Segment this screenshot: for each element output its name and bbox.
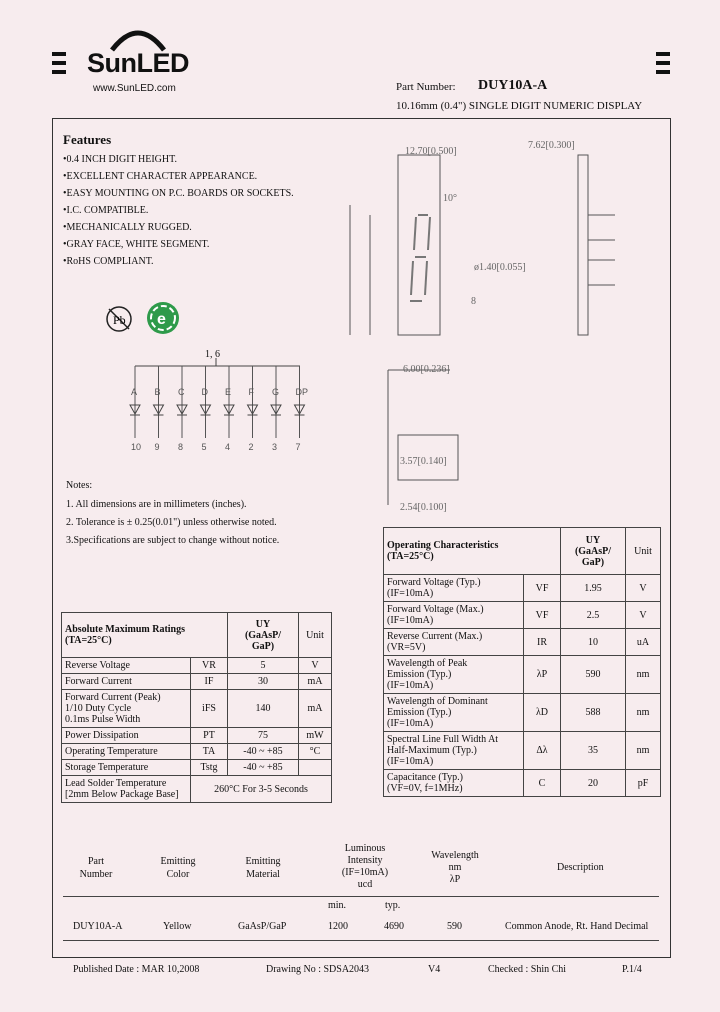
abs-max-row — [62, 674, 332, 690]
row-wavelength: 590 — [447, 921, 462, 932]
op-char-row — [384, 629, 661, 656]
op-char-param: Forward Voltage (Typ.) (IF=10mA) — [384, 575, 524, 602]
feature-item: •0.4 INCH DIGIT HEIGHT. — [63, 154, 177, 165]
abs-max-val: -40 ~ +85 — [228, 744, 299, 760]
op-char-sym: IR — [524, 629, 561, 656]
abs-max-col: UY (GaAsP/ GaP) — [228, 613, 299, 658]
op-char-val: 20 — [561, 770, 626, 797]
footer-checked: Checked : Shin Chi — [488, 964, 567, 975]
dim-pin-dia: ø1.40[0.055] — [474, 262, 526, 273]
pin-label: 9 — [154, 442, 160, 452]
abs-max-sym: iFS — [191, 690, 228, 728]
segment-label: F — [248, 387, 254, 397]
dim-side: 7.62[0.300] — [528, 140, 575, 151]
pin-label: 2 — [248, 442, 254, 452]
abs-max-header — [62, 613, 332, 658]
op-char-unit: uA — [626, 629, 661, 656]
op-char-param: Wavelength of Dominant Emission (Typ.) (IF=10mA) — [384, 694, 524, 732]
abs-max-row — [62, 728, 332, 744]
op-char-title: Operating Characteristics — [387, 540, 499, 551]
abs-max-param: Storage Temperature — [62, 760, 191, 776]
segment-label: E — [225, 387, 232, 397]
rohs-badge-text: e — [157, 311, 166, 328]
dim-bottom: 3.57[0.140] — [400, 456, 447, 467]
abs-max-param: Lead Solder Temperature [2mm Below Package Base] — [62, 776, 191, 803]
abs-max-unit: mW — [299, 728, 332, 744]
col-typ: typ. — [385, 900, 401, 911]
abs-max-unit: mA — [299, 690, 332, 728]
segment-label: B — [154, 387, 161, 397]
brand-logo: SunLED — [87, 48, 189, 78]
note-item: 2. Tolerance is ± 0.25(0.01") unless otherwise noted. — [66, 517, 277, 528]
rohs-icon — [145, 300, 181, 336]
abs-max-val: 30 — [228, 674, 299, 690]
led-segment-dp — [295, 366, 309, 452]
abs-max-unit-label: Unit — [299, 613, 332, 658]
col-min: min. — [328, 900, 347, 911]
op-char-unit-label: Unit — [626, 528, 661, 575]
abs-max-title: Absolute Maximum Ratings — [65, 624, 186, 635]
abs-max-param: Reverse Voltage — [62, 658, 191, 674]
mechanical-drawing — [330, 125, 670, 505]
segment-label: DP — [295, 387, 309, 397]
op-char-param: Reverse Current (Max.) (VR=5V) — [384, 629, 524, 656]
col-color: Emitting Color — [160, 856, 196, 880]
segment-label: A — [131, 387, 138, 397]
op-char-param: Forward Voltage (Max.) (IF=10mA) — [384, 602, 524, 629]
op-char-unit: V — [626, 602, 661, 629]
op-char-unit: nm — [626, 656, 661, 694]
pin-label: 7 — [295, 442, 301, 452]
pb-free-icon — [104, 304, 134, 334]
op-char-val: 35 — [561, 732, 626, 770]
op-char-row — [384, 602, 661, 629]
op-char-val: 10 — [561, 629, 626, 656]
logo-bars-right — [656, 52, 670, 79]
display-body-front — [398, 155, 440, 335]
note-item: 1. All dimensions are in millimeters (inches). — [66, 499, 247, 510]
led-segment-a — [130, 366, 141, 452]
product-table-bottom — [63, 940, 659, 941]
features-list — [63, 151, 294, 270]
abs-max-val: 260°C For 3-5 Seconds — [191, 776, 332, 803]
features-title: Features — [63, 132, 112, 147]
abs-max-row — [62, 690, 332, 728]
footer-drawing: Drawing No : SDSA2043 — [266, 964, 370, 975]
footer-published: Published Date : MAR 10,2008 — [73, 964, 200, 975]
part-number-label: Part Number: — [396, 81, 456, 93]
op-char-unit: nm — [626, 694, 661, 732]
abs-max-row — [62, 658, 332, 674]
col-material: Emitting Material — [245, 856, 281, 880]
note-item: 3.Specifications are subject to change without notice. — [66, 535, 280, 546]
row-typ: 4690 — [384, 921, 404, 932]
led-segment-f — [248, 366, 258, 452]
abs-max-unit: mA — [299, 674, 332, 690]
op-char-row — [384, 770, 661, 797]
common-pin-label: 1, 6 — [205, 349, 220, 360]
op-char-header — [384, 528, 661, 575]
abs-max-cond: (TA=25°C) — [65, 635, 112, 646]
part-number: DUY10A-A — [478, 78, 548, 93]
op-char-unit: V — [626, 575, 661, 602]
footer-page: P.1/4 — [622, 964, 642, 975]
circuit-diagram — [120, 358, 310, 453]
abs-max-val: -40 ~ +85 — [228, 760, 299, 776]
abs-max-unit: °C — [299, 744, 332, 760]
op-char-param: Capacitance (Typ.) (VF=0V, f=1MHz) — [384, 770, 524, 797]
abs-max-table — [61, 612, 332, 803]
op-char-val: 1.95 — [561, 575, 626, 602]
abs-max-sym: TA — [191, 744, 228, 760]
op-char-row — [384, 694, 661, 732]
abs-max-sym: Tstg — [191, 760, 228, 776]
display-body-side — [578, 155, 588, 335]
op-char-val: 590 — [561, 656, 626, 694]
pin-label: 5 — [201, 442, 207, 452]
op-char-row — [384, 732, 661, 770]
segment-label: G — [272, 387, 280, 397]
abs-max-unit — [299, 760, 332, 776]
feature-item: •EASY MOUNTING ON P.C. BOARDS OR SOCKETS. — [63, 188, 294, 199]
op-char-table — [383, 527, 661, 797]
led-segment-c — [177, 366, 187, 452]
dim-width: 12.70[0.500] — [405, 146, 457, 157]
op-char-sym: C — [524, 770, 561, 797]
abs-max-param: Operating Temperature — [62, 744, 191, 760]
row-color: Yellow — [163, 921, 192, 932]
op-char-sym: VF — [524, 602, 561, 629]
pin-label: 3 — [272, 442, 278, 452]
col-intensity: Luminous Intensity (IF=10mA) ucd — [341, 843, 389, 890]
pb-badge-text: Pb — [113, 313, 126, 327]
op-char-sym: Δλ — [524, 732, 561, 770]
op-char-sym: VF — [524, 575, 561, 602]
op-char-param: Wavelength of Peak Emission (Typ.) (IF=10mA) — [384, 656, 524, 694]
abs-max-sym: IF — [191, 674, 228, 690]
col-wavelength: Wavelength nm λP — [431, 850, 479, 885]
row-material: GaAsP/GaP — [238, 921, 287, 932]
abs-max-val: 140 — [228, 690, 299, 728]
notes-title: Notes: — [66, 480, 93, 491]
row-description: Common Anode, Rt. Hand Decimal — [505, 921, 649, 932]
pin-label: 8 — [178, 442, 184, 452]
abs-max-row — [62, 760, 332, 776]
feature-item: •EXCELLENT CHARACTER APPEARANCE. — [63, 171, 258, 182]
op-char-unit: pF — [626, 770, 661, 797]
op-char-param: Spectral Line Full Width At Half-Maximum (Typ.) (IF=10mA) — [384, 732, 524, 770]
dim-angle: 10° — [443, 193, 457, 204]
abs-max-param: Power Dissipation — [62, 728, 191, 744]
abs-max-param: Forward Current (Peak) 1/10 Duty Cycle 0.1ms Pulse Width — [62, 690, 191, 728]
op-char-unit: nm — [626, 732, 661, 770]
op-char-cond: (TA=25°C) — [387, 551, 434, 562]
pin-label: 10 — [131, 442, 142, 452]
abs-max-row — [62, 744, 332, 760]
led-segment-e — [224, 366, 234, 452]
abs-max-row — [62, 776, 332, 803]
product-table-divider — [63, 896, 659, 897]
led-segment-b — [154, 366, 164, 452]
abs-max-param: Forward Current — [62, 674, 191, 690]
product-title: 10.16mm (0.4") SINGLE DIGIT NUMERIC DISPLAY — [396, 100, 643, 112]
feature-item: •I.C. COMPATIBLE. — [63, 205, 149, 216]
segment-label: D — [201, 387, 208, 397]
row-part: DUY10A-A — [73, 921, 123, 932]
dim-pin-label: 8 — [471, 296, 476, 307]
op-char-val: 588 — [561, 694, 626, 732]
dim-depth: 6.00[0.236] — [403, 364, 450, 375]
footer-version: V4 — [428, 964, 441, 975]
dim-base: 2.54[0.100] — [400, 502, 447, 513]
notes-list — [66, 496, 279, 550]
website-link[interactable]: www.SunLED.com — [93, 83, 176, 94]
col-description: Description — [557, 862, 604, 873]
op-char-row — [384, 575, 661, 602]
op-char-row — [384, 656, 661, 694]
op-char-col: UY (GaAsP/ GaP) — [561, 528, 626, 575]
feature-item: •GRAY FACE, WHITE SEGMENT. — [63, 239, 210, 250]
col-part: Part Number — [79, 856, 113, 880]
led-segment-d — [201, 366, 211, 452]
abs-max-unit: V — [299, 658, 332, 674]
abs-max-val: 75 — [228, 728, 299, 744]
logo-bars-left — [52, 52, 66, 79]
abs-max-val: 5 — [228, 658, 299, 674]
op-char-sym: λP — [524, 656, 561, 694]
abs-max-sym: PT — [191, 728, 228, 744]
op-char-val: 2.5 — [561, 602, 626, 629]
led-segment-g — [271, 366, 281, 452]
feature-item: •MECHANICALLY RUGGED. — [63, 222, 192, 233]
feature-item: •RoHS COMPLIANT. — [63, 256, 154, 267]
abs-max-sym: VR — [191, 658, 228, 674]
segment-label: C — [178, 387, 185, 397]
op-char-sym: λD — [524, 694, 561, 732]
row-min: 1200 — [328, 921, 348, 932]
pin-label: 4 — [225, 442, 231, 452]
